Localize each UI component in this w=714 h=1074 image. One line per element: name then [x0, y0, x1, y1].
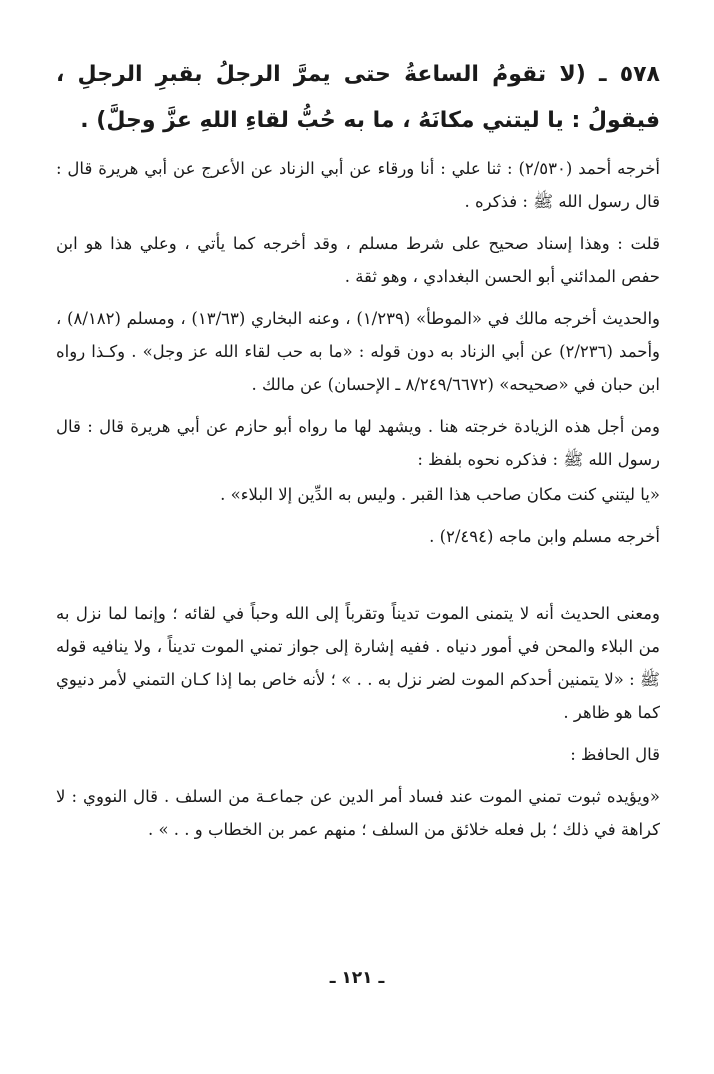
page-number: ـ ١٢١ ـ [329, 968, 385, 988]
isnad-comment-paragraph: قلت : وهذا إسناد صحيح على شرط مسلم ، وقد أخرجه كما يأتي ، وعلي هذا هو ابن حفص المدائني أبو الحسن البغدادي ، وهو ثقة . [56, 234, 660, 286]
hafiz-heading: قال الحافظ : [570, 745, 660, 764]
source-reference-paragraph: أخرجه مسلم وابن ماجه (٢/٤٩٤) . [429, 527, 660, 546]
quoted-wording-paragraph: «يا ليتني كنت مكان صاحب هذا القبر . وليس به الدِّين إلا البلاء» . [220, 485, 660, 504]
takhrij-paragraph: أخرجه أحمد (٢/٥٣٠) : ثنا علي : أنا ورقاء عن أبي الزناد عن الأعرج عن أبي هريرة قال : قال رسول الله ﷺ : فذكره . [56, 159, 660, 211]
hafiz-quote-paragraph: «ويؤيده ثبوت تمني الموت عند فساد أمر الدين عن جماعـة من السلف . قال النووي : لا كراهة في ذلك ؛ بل فعله خلائق من السلف ؛ منهم عمر بن الخطاب و . . » . [56, 787, 660, 839]
additional-sources-paragraph: والحديث أخرجه مالك في «الموطأ» (١/٢٣٩) ، وعنه البخاري (١٣/٦٣) ، ومسلم (٨/١٨٢) ، وأحمد (٢/٢٣٦) عن أبي الزناد به دون قوله : «ما به حب لقاء الله عز وجل» . وكـذا رواه ابن حبان في «صحيحه» (٨/٢٤٩/٦٦٧٢ ـ الإحسان) عن مالك . [56, 309, 661, 394]
meaning-paragraph: ومعنى الحديث أنه لا يتمنى الموت تديناً وتقرباً إلى الله وحباً في لقائه ؛ وإنما لما نزل به من البلاء والمحن في أمور دنياه . ففيه إشارة إلى جواز تمني الموت تديناً ، ولا ينافيه قوله ﷺ : «لا يتمنين أحدكم الموت لضر نزل به . . » ؛ لأنه خاص بما إذا كـان التمني لأمر دنيوي كما هو ظاهر . [56, 604, 660, 722]
hadith-heading: ٥٧٨ ـ (لا تقومُ الساعةُ حتى يمرَّ الرجلُ بقبرِ الرجلِ ، فيقولُ : يا ليتني مكانَهُ ، ما به حُبُّ لقاءِ اللهِ عزَّ وجلَّ) . [56, 62, 660, 133]
supporting-narration-paragraph: ومن أجل هذه الزيادة خرجته هنا . ويشهد لها ما رواه أبو حازم عن أبي هريرة قال : قال رسول الله ﷺ : فذكره نحوه بلفظ : [56, 417, 660, 469]
